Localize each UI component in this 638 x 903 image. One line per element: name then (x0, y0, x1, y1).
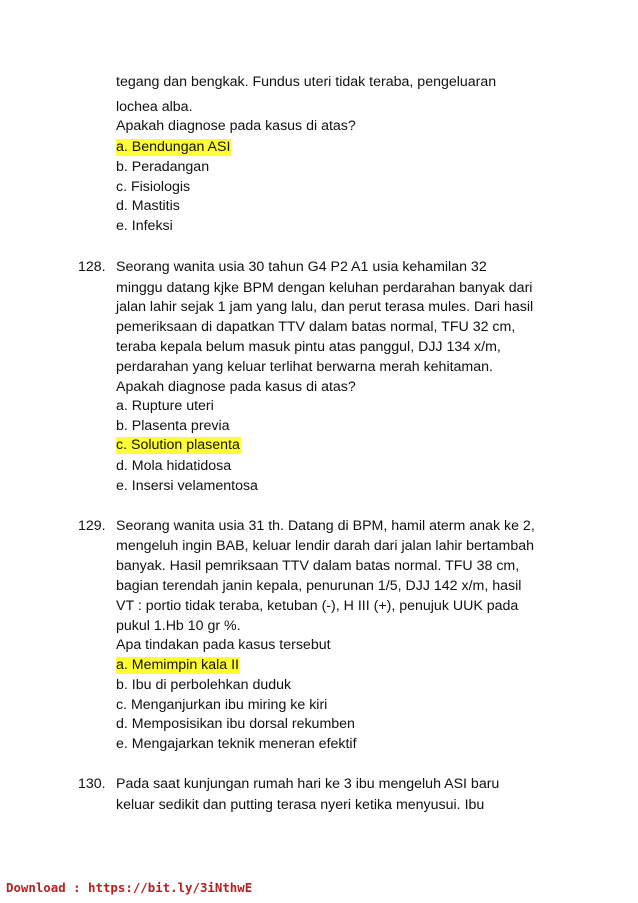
q128-option-c (116, 437, 241, 453)
q128-option-a: a. Rupture uteri (116, 398, 214, 414)
q129-option-a (116, 657, 240, 673)
q129-text-line: banyak. Hasil pemriksaan TTV dalam batas normal. TFU 38 cm, (116, 558, 520, 574)
q128-text-line: Seorang wanita usia 30 tahun G4 P2 A1 usia kehamilan 32 (116, 259, 487, 275)
intro-option-c: c. Fisiologis (116, 179, 191, 195)
intro-text-line: tegang dan bengkak. Fundus uteri tidak teraba, pengeluaran (116, 74, 497, 90)
q128-option-b: b. Plasenta previa (116, 418, 230, 434)
q129-option-c: c. Menganjurkan ibu miring ke kiri (116, 697, 328, 713)
q130-text-line: keluar sedikit dan putting terasa nyeri ketika menyusui. Ibu (116, 797, 485, 813)
intro-option-b: b. Peradangan (116, 159, 210, 175)
q128-text-line: minggu datang kjke BPM dengan keluhan perdarahan banyak dari (116, 280, 533, 296)
q128-text-line: perdarahan yang keluar terlihat berwarna merah kehitaman. (116, 359, 493, 375)
highlighted-answer: c. Solution plasenta (116, 437, 240, 453)
intro-option-e: e. Infeksi (116, 218, 173, 234)
highlighted-answer: a. Memimpin kala II (116, 657, 239, 673)
q129-option-d: d. Memposisikan ibu dorsal rekumben (116, 716, 355, 732)
intro-option-d: d. Mastitis (116, 198, 180, 214)
q128-text-line: pemeriksaan di dapatkan TTV dalam batas normal, TFU 32 cm, (116, 319, 516, 335)
question-number-129: 129. (78, 518, 106, 534)
highlighted-answer: a. Bendungan ASI (116, 139, 231, 155)
q129-text-line: VT : portio tidak teraba, ketuban (-), H III (+), penujuk UUK pada (116, 598, 519, 614)
q129-option-e: e. Mengajarkan teknik meneran efektif (116, 736, 357, 752)
intro-text-line: lochea alba. (116, 99, 193, 115)
q128-option-e: e. Insersi velamentosa (116, 478, 258, 494)
q128-text-line: jalan lahir sejak 1 jam yang lalu, dan perut terasa mules. Dari hasil (116, 299, 534, 315)
q128-question-line: Apakah diagnose pada kasus di atas? (116, 379, 356, 395)
q129-text-line: pukul 1.Hb 10 gr %. (116, 618, 241, 634)
q129-text-line: bagian terendah janin kepala, penurunan 1/5, DJJ 142 x/m, hasil (116, 578, 522, 594)
q129-option-b: b. Ibu di perbolehkan duduk (116, 677, 292, 693)
q128-option-d: d. Mola hidatidosa (116, 458, 232, 474)
question-number-130: 130. (78, 776, 106, 792)
question-number-128: 128. (78, 259, 106, 275)
download-footer-link[interactable]: Download : https://bit.ly/3iNthwE (6, 880, 253, 895)
q128-text-line: teraba kepala belum masuk pintu atas panggul, DJJ 134 x/m, (116, 339, 501, 355)
q129-text-line: mengeluh ingin BAB, keluar lendir darah dari jalan lahir bertambah (116, 538, 534, 554)
q129-question-line: Apa tindakan pada kasus tersebut (116, 637, 331, 653)
q130-text-line: Pada saat kunjungan rumah hari ke 3 ibu mengeluh ASI baru (116, 776, 500, 792)
q129-text-line: Seorang wanita usia 31 th. Datang di BPM, hamil aterm anak ke 2, (116, 518, 535, 534)
intro-question-line: Apakah diagnose pada kasus di atas? (116, 118, 356, 134)
intro-option-a (116, 139, 231, 155)
